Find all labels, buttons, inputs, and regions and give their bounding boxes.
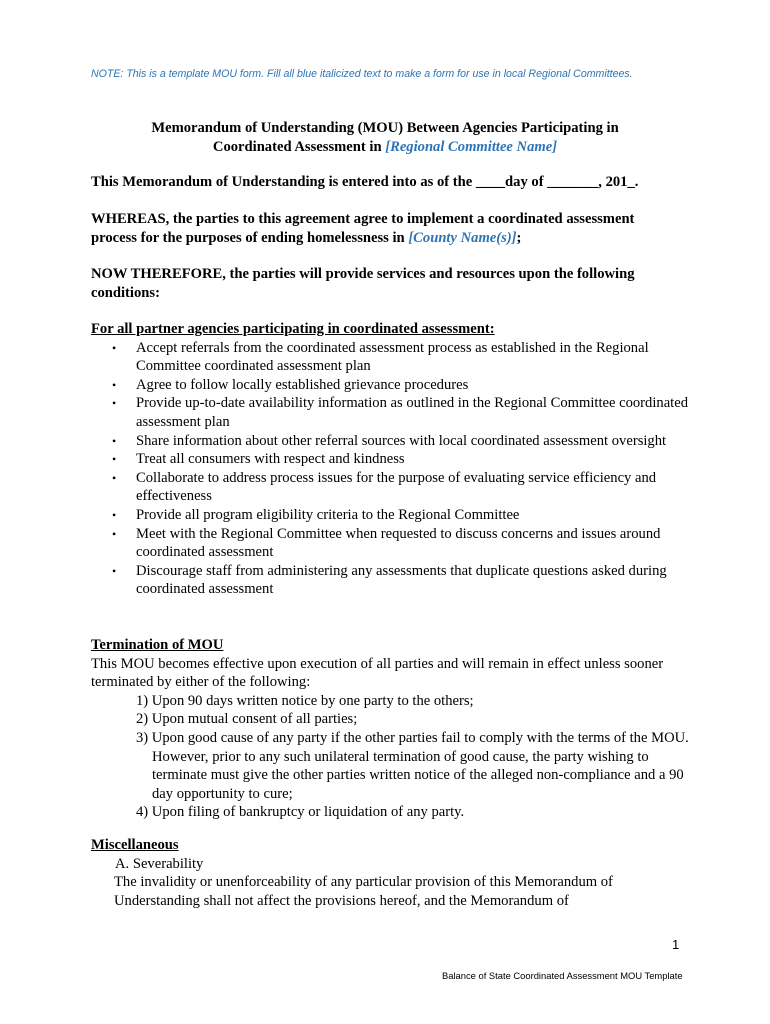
termination-section — [91, 636, 691, 822]
whereas-text: WHEREAS, the parties to this agreement agree to implement a coordinated assessment process for the purposes of ending homelessness in — [91, 211, 635, 246]
bullet-icon: • — [112, 563, 117, 578]
template-note: NOTE: This is a template MOU form. Fill all blue italicized text to make a form for use in local Regional Committees. — [91, 68, 633, 80]
document-title — [91, 119, 679, 156]
bullet-icon: • — [112, 433, 117, 448]
regional-committee-placeholder: [Regional Committee Name] — [385, 138, 558, 155]
termination-item: 2) Upon mutual consent of all parties; — [136, 711, 358, 728]
list-item: • Discourage staff from administering any assessments that duplicate questions asked during coordinated assessment — [112, 562, 667, 598]
list-item: • Share information about other referral sources with local coordinated assessment oversight — [112, 432, 667, 449]
bullet-icon: • — [112, 340, 117, 355]
footer-text: Balance of State Coordinated Assessment MOU Template — [442, 970, 683, 981]
severability-item: A. Severability — [115, 855, 204, 872]
title-line-2-prefix: Coordinated Assessment in — [212, 138, 386, 155]
list-item: • Treat all consumers with respect and kindness — [112, 451, 405, 468]
partner-obligations-list — [91, 339, 691, 599]
title-line-1: Memorandum of Understanding (MOU) Between Agencies Participating in — [151, 120, 619, 136]
miscellaneous-heading: Miscellaneous — [91, 837, 179, 853]
bullet-icon: • — [112, 526, 117, 541]
severability-text: The invalidity or unenforceability of any particular provision of this Memorandum of Understanding shall not affect the provisions hereof, and the Memorandum of — [114, 874, 613, 909]
partner-section-heading: For all partner agencies participating in coordinated assessment: — [91, 321, 495, 337]
termination-heading: Termination of MOU — [91, 637, 224, 653]
list-item: • Collaborate to address process issues for the purpose of evaluating service efficiency and effectiveness — [112, 469, 657, 505]
bullet-icon: • — [112, 452, 117, 467]
bullet-icon: • — [112, 396, 117, 411]
county-name-placeholder: [County Name(s)] — [408, 229, 517, 246]
whereas-suffix: ; — [516, 229, 522, 246]
title-line-2 — [91, 138, 679, 157]
list-item: • Agree to follow locally established grievance procedures — [112, 376, 469, 393]
page-number: 1 — [672, 937, 680, 952]
termination-intro: This MOU becomes effective upon execution of all parties and will remain in effect unless sooner terminated by either of the following: — [91, 655, 664, 691]
bullet-icon: • — [112, 470, 117, 485]
list-item: • Accept referrals from the coordinated assessment process as established in the Regional Committee coordinated assessment plan — [112, 339, 649, 375]
list-item: • Provide up-to-date availability information as outlined in the Regional Committee coordinated assessment plan — [112, 395, 688, 430]
bullet-icon: • — [112, 507, 117, 522]
miscellaneous-section — [91, 836, 691, 910]
termination-item: 1) Upon 90 days written notice by one party to the others; — [136, 692, 474, 709]
partner-section — [91, 320, 691, 599]
list-item: • Provide all program eligibility criteria to the Regional Committee — [112, 506, 520, 523]
bullet-icon: • — [112, 377, 117, 392]
list-item: • Meet with the Regional Committee when requested to discuss concerns and issues around coordinated assessment — [112, 525, 661, 561]
now-therefore-clause: NOW THEREFORE, the parties will provide services and resources upon the following conditions: — [91, 266, 635, 301]
entered-date-clause: This Memorandum of Understanding is entered into as of the ____day of _______, 201_. — [91, 174, 639, 190]
termination-item: 4) Upon filing of bankruptcy or liquidation of any party. — [136, 804, 465, 821]
termination-item: 3) Upon good cause of any party if the other parties fail to comply with the terms of the MOU. However, prior to any such unilateral termination of good cause, the party wishing to terminate must give the other parties written notice of the alleged non-compliance and a 90 day opportunity to cure; — [136, 729, 689, 802]
whereas-clause — [91, 210, 651, 247]
